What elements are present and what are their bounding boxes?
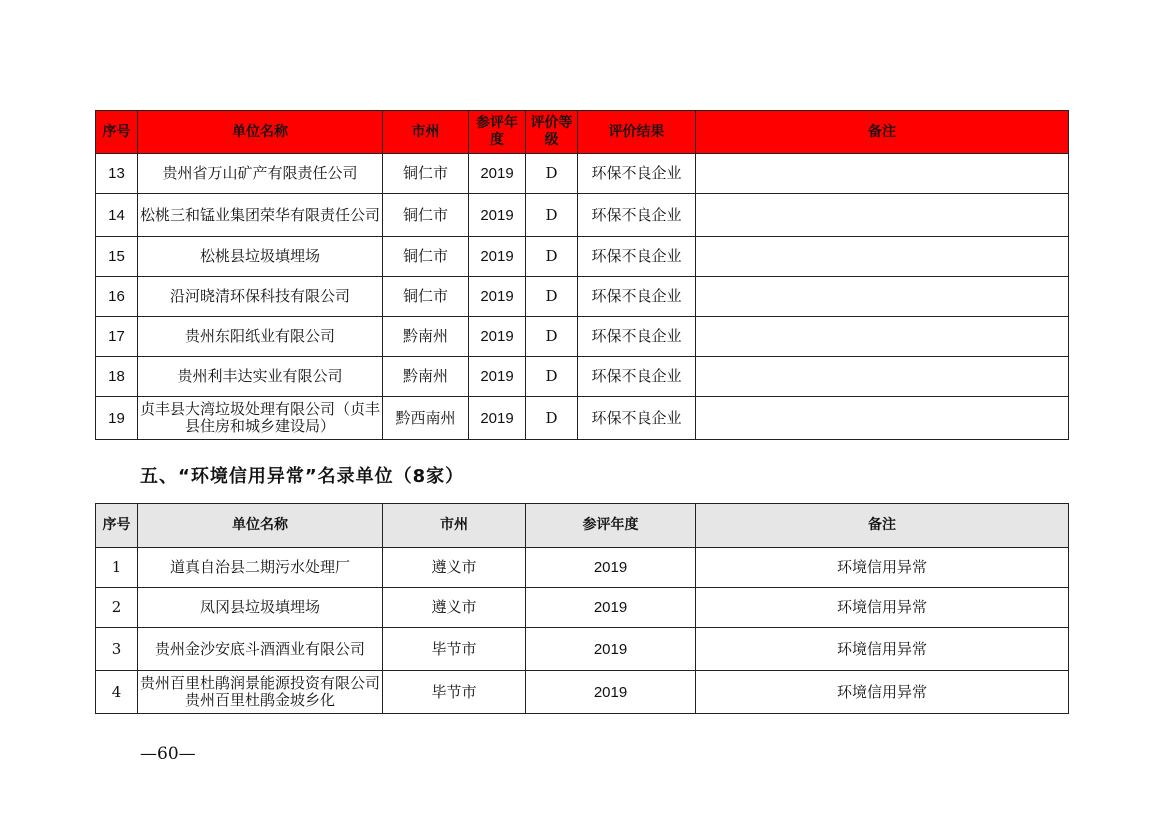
cell-note [696, 194, 1069, 237]
cell-unit-name: 贵州省万山矿产有限责任公司 [138, 154, 383, 194]
cell-note [696, 154, 1069, 194]
cell-city: 黔南州 [383, 317, 469, 357]
cell-grade: D [526, 237, 578, 277]
table-row [96, 277, 1069, 317]
cell-seq: 16 [96, 277, 138, 317]
cell-year: 2019 [469, 154, 526, 194]
cell-grade: D [526, 277, 578, 317]
cell-note [696, 237, 1069, 277]
page-number: —60— [140, 744, 196, 764]
cell-city: 铜仁市 [383, 154, 469, 194]
cell-unit-name: 松桃县垃圾填埋场 [138, 237, 383, 277]
cell-grade: D [526, 154, 578, 194]
cell-result: 环保不良企业 [578, 194, 696, 237]
table-row [96, 671, 1069, 714]
cell-unit-name: 沿河晓清环保科技有限公司 [138, 277, 383, 317]
header-city: 市州 [383, 111, 469, 154]
cell-unit-name: 贵州利丰达实业有限公司 [138, 357, 383, 397]
cell-grade: D [526, 194, 578, 237]
header-seq: 序号 [96, 504, 138, 548]
cell-year: 2019 [526, 628, 696, 671]
table-row [96, 194, 1069, 237]
table-header-row [96, 111, 1069, 154]
header-seq: 序号 [96, 111, 138, 154]
cell-unit-name: 凤冈县垃圾填埋场 [138, 588, 383, 628]
cell-seq: 13 [96, 154, 138, 194]
cell-year: 2019 [469, 194, 526, 237]
cell-grade: D [526, 317, 578, 357]
cell-seq: 14 [96, 194, 138, 237]
cell-city: 黔西南州 [383, 397, 469, 440]
cell-year: 2019 [469, 317, 526, 357]
section-heading: 五、“环境信用异常”名录单位（8家） [140, 466, 465, 487]
cell-unit-name: 贞丰县大湾垃圾处理有限公司（贞丰县住房和城乡建设局） [138, 397, 383, 440]
cell-city: 遵义市 [383, 588, 526, 628]
cell-seq: 17 [96, 317, 138, 357]
cell-city: 遵义市 [383, 548, 526, 588]
table-row [96, 548, 1069, 588]
header-year: 参评年度 [469, 111, 526, 154]
cell-note [696, 277, 1069, 317]
cell-city: 黔南州 [383, 357, 469, 397]
header-year: 参评年度 [526, 504, 696, 548]
cell-result: 环保不良企业 [578, 357, 696, 397]
cell-note: 环境信用异常 [696, 548, 1069, 588]
cell-city: 铜仁市 [383, 277, 469, 317]
cell-seq: 4 [96, 671, 138, 714]
cell-year: 2019 [526, 671, 696, 714]
table-header-row [96, 504, 1069, 548]
header-unit-name: 单位名称 [138, 111, 383, 154]
cell-unit-name: 贵州东阳纸业有限公司 [138, 317, 383, 357]
header-city: 市州 [383, 504, 526, 548]
cell-note: 环境信用异常 [696, 588, 1069, 628]
cell-seq: 15 [96, 237, 138, 277]
table-row [96, 154, 1069, 194]
header-note: 备注 [696, 504, 1069, 548]
cell-result: 环保不良企业 [578, 277, 696, 317]
cell-unit-name: 贵州金沙安底斗酒酒业有限公司 [138, 628, 383, 671]
table-row [96, 397, 1069, 440]
cell-year: 2019 [469, 237, 526, 277]
enterprise-evaluation-table [95, 110, 1069, 440]
cell-seq: 18 [96, 357, 138, 397]
cell-year: 2019 [469, 357, 526, 397]
credit-anomaly-table [95, 503, 1069, 714]
cell-year: 2019 [469, 397, 526, 440]
cell-year: 2019 [526, 548, 696, 588]
header-grade: 评价等级 [526, 111, 578, 154]
header-unit-name: 单位名称 [138, 504, 383, 548]
table-row [96, 628, 1069, 671]
cell-unit-name: 道真自治县二期污水处理厂 [138, 548, 383, 588]
cell-unit-name: 贵州百里杜鹃润景能源投资有限公司贵州百里杜鹃金坡乡化 [138, 671, 383, 714]
cell-result: 环保不良企业 [578, 154, 696, 194]
cell-result: 环保不良企业 [578, 317, 696, 357]
cell-unit-name: 松桃三和锰业集团荣华有限责任公司 [138, 194, 383, 237]
header-result: 评价结果 [578, 111, 696, 154]
cell-city: 铜仁市 [383, 194, 469, 237]
cell-year: 2019 [469, 277, 526, 317]
cell-seq: 3 [96, 628, 138, 671]
cell-year: 2019 [526, 588, 696, 628]
table-row [96, 357, 1069, 397]
table-row [96, 317, 1069, 357]
cell-city: 铜仁市 [383, 237, 469, 277]
cell-result: 环保不良企业 [578, 237, 696, 277]
cell-grade: D [526, 357, 578, 397]
cell-seq: 1 [96, 548, 138, 588]
table-row [96, 237, 1069, 277]
cell-result: 环保不良企业 [578, 397, 696, 440]
cell-grade: D [526, 397, 578, 440]
cell-note [696, 357, 1069, 397]
cell-city: 毕节市 [383, 628, 526, 671]
cell-note: 环境信用异常 [696, 671, 1069, 714]
cell-seq: 2 [96, 588, 138, 628]
table-row [96, 588, 1069, 628]
header-note: 备注 [696, 111, 1069, 154]
cell-note [696, 397, 1069, 440]
cell-seq: 19 [96, 397, 138, 440]
cell-note [696, 317, 1069, 357]
cell-city: 毕节市 [383, 671, 526, 714]
cell-note: 环境信用异常 [696, 628, 1069, 671]
